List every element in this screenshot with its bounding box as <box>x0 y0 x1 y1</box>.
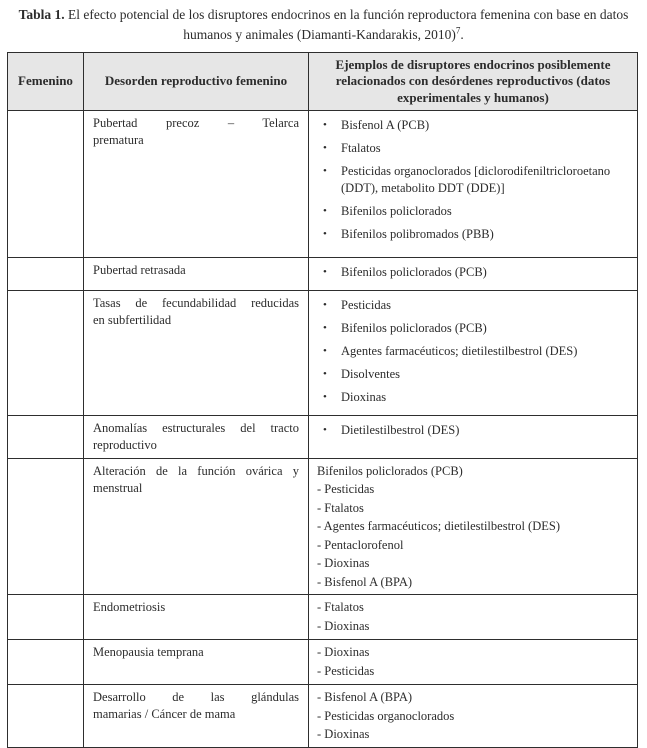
example-text: Dioxinas <box>341 389 387 404</box>
example-line: - Dioxinas <box>317 618 370 633</box>
example-text: Ftalatos <box>341 140 381 155</box>
example-line: - Bisfenol A (BPA) <box>317 690 413 705</box>
disorder-cell <box>84 290 309 415</box>
examples-cell <box>309 415 638 458</box>
caption-label: Tabla 1. <box>18 7 65 22</box>
example-bullet-item <box>315 389 627 406</box>
example-line: - Pesticidas organoclorados <box>317 708 455 723</box>
disorder-cell <box>84 110 309 257</box>
table-caption <box>18 5 630 44</box>
endocrine-disruptors-table <box>7 52 638 748</box>
femenino-cell <box>8 685 84 748</box>
table-row <box>8 257 638 290</box>
disorder-cell <box>84 595 309 640</box>
disorder-line: Desarrollo de las glándulas <box>93 690 299 705</box>
example-text: Agentes farmacéuticos; dietilestilbestrol (DES) <box>341 343 578 358</box>
bullet-icon: • <box>323 265 327 278</box>
example-bullet-item <box>315 343 627 360</box>
example-line: - Agentes farmacéuticos; dietilestilbestrol (DES) <box>317 519 560 534</box>
examples-cell <box>309 685 638 748</box>
example-line: - Bisfenol A (BPA) <box>317 574 413 589</box>
caption-period: . <box>460 26 464 42</box>
disorder-cell <box>84 415 309 458</box>
examples-cell <box>309 257 638 290</box>
disorder-line: Menopausia temprana <box>93 645 204 660</box>
caption-footnote-ref: 7 <box>455 25 461 36</box>
disorder-line: menstrual <box>93 480 143 495</box>
disorder-line: mamarias / Cáncer de mama <box>93 707 236 722</box>
bullet-icon: • <box>323 390 327 403</box>
example-line: - Dioxinas <box>317 727 370 742</box>
femenino-cell <box>8 110 84 257</box>
example-text: Bifenilos polibromados (PBB) <box>341 226 494 241</box>
example-bullet-item <box>315 366 627 383</box>
disorder-line: Tasas de fecundabilidad reducidas <box>93 295 299 310</box>
table-row <box>8 110 638 257</box>
femenino-cell <box>8 640 84 685</box>
example-bullet-item <box>315 226 627 243</box>
bullet-icon: • <box>323 298 327 311</box>
example-bullet-item <box>315 264 627 281</box>
disorder-cell <box>84 685 309 748</box>
disorder-cell <box>84 458 309 595</box>
example-text: Bifenilos policlorados (PCB) <box>341 264 487 279</box>
example-line: - Ftalatos <box>317 500 364 515</box>
table-row <box>8 640 638 685</box>
disorder-line: reproductivo <box>93 437 157 452</box>
caption-text: El efecto potencial de los disruptores endocrinos en la función reproductora femenina con base en datos humanos y animales (Diamanti-Kandarakis, 2010) <box>64 7 629 42</box>
example-bullet-item <box>315 320 627 337</box>
example-bullet-item <box>315 422 627 439</box>
table-row <box>8 458 638 595</box>
example-line: Bifenilos policlorados (PCB) <box>317 463 463 478</box>
femenino-cell <box>8 595 84 640</box>
bullet-icon: • <box>323 118 327 131</box>
examples-cell <box>309 595 638 640</box>
disorder-line: Anomalías estructurales del tracto <box>93 420 299 435</box>
bullet-icon: • <box>323 227 327 240</box>
femenino-cell <box>8 290 84 415</box>
table-body <box>8 110 638 747</box>
example-text: Bifenilos policlorados (PCB) <box>341 320 487 335</box>
disorder-line: en subfertilidad <box>93 312 172 327</box>
disorder-cell <box>84 257 309 290</box>
example-text: Pesticidas organoclorados [diclorodifeniltricloroetano (DDT), metabolito DDT (DDE)] <box>341 163 611 195</box>
example-text: Pesticidas <box>341 297 391 312</box>
bullet-icon: • <box>323 344 327 357</box>
bullet-icon: • <box>323 423 327 436</box>
disorder-line: Pubertad precoz – Telarca <box>93 115 299 130</box>
example-line: - Dioxinas <box>317 645 370 660</box>
example-line: - Pesticidas <box>317 663 375 678</box>
example-bullet-item <box>315 203 627 220</box>
bullet-icon: • <box>323 204 327 217</box>
table-row <box>8 290 638 415</box>
col-header-ejemplos: Ejemplos de disruptores endocrinos posiblemente relacionados con desórdenes reproductivos (datos experimentales y humanos) <box>309 53 638 111</box>
bullet-icon: • <box>323 321 327 334</box>
example-text: Bifenilos policlorados <box>341 203 452 218</box>
disorder-line: Pubertad retrasada <box>93 262 186 277</box>
examples-cell <box>309 110 638 257</box>
example-text: Bisfenol A (PCB) <box>341 117 430 132</box>
example-line: - Pesticidas <box>317 482 375 497</box>
example-bullet-item <box>315 140 627 157</box>
example-line: - Pentaclorofenol <box>317 537 404 552</box>
disorder-cell <box>84 640 309 685</box>
femenino-cell <box>8 415 84 458</box>
bullet-icon: • <box>323 367 327 380</box>
example-bullet-item <box>315 117 627 134</box>
table-row <box>8 595 638 640</box>
example-line: - Dioxinas <box>317 556 370 571</box>
examples-cell <box>309 640 638 685</box>
example-text: Disolventes <box>341 366 401 381</box>
disorder-line: prematura <box>93 132 144 147</box>
examples-cell <box>309 290 638 415</box>
bullet-icon: • <box>323 164 327 177</box>
femenino-cell <box>8 257 84 290</box>
example-bullet-item <box>315 297 627 314</box>
example-text: Dietilestilbestrol (DES) <box>341 422 460 437</box>
col-header-desorden: Desorden reproductivo femenino <box>84 53 309 111</box>
col-header-femenino: Femenino <box>8 53 84 111</box>
examples-cell <box>309 458 638 595</box>
disorder-line: Endometriosis <box>93 600 166 615</box>
header-row <box>8 53 638 111</box>
example-line: - Ftalatos <box>317 600 364 615</box>
table-row <box>8 415 638 458</box>
example-bullet-item <box>315 163 627 197</box>
bullet-icon: • <box>323 141 327 154</box>
femenino-cell <box>8 458 84 595</box>
table-row <box>8 685 638 748</box>
disorder-line: Alteración de la función ovárica y <box>93 463 299 478</box>
